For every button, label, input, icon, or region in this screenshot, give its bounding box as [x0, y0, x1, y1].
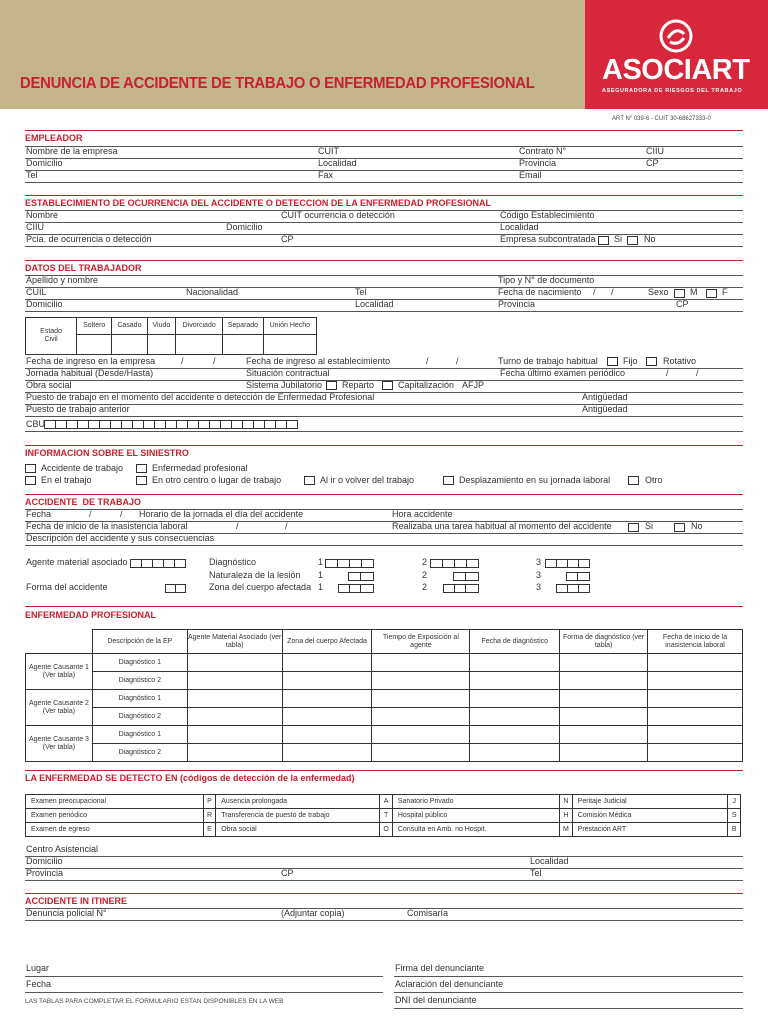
estado-option: Soltero [77, 318, 112, 335]
turno-fijo-checkbox[interactable] [607, 357, 618, 366]
section-rule [25, 195, 743, 196]
field-label: CIIU [26, 222, 44, 232]
field-label: Localidad [530, 856, 569, 866]
date-separator: / [611, 287, 614, 297]
option-label: Otro [645, 475, 663, 485]
field-label: Centro Asistencial [26, 844, 99, 854]
option-label: Capitalización [398, 380, 455, 390]
field-label: Domicilio [226, 222, 263, 232]
naturaleza-2-boxes[interactable] [453, 572, 479, 581]
section-rule [25, 260, 743, 261]
date-separator: / [456, 356, 459, 366]
field-label: Naturaleza de la lesión [209, 570, 301, 580]
field-label: Domicilio [26, 299, 63, 309]
diag-row: Diagnóstico 2 [92, 744, 187, 762]
brand-name: ASOCIART [602, 54, 750, 86]
estado-civil-label: Estado Civil [26, 318, 77, 355]
field-label: Fecha último examen periódico [500, 368, 626, 378]
zona-3-boxes[interactable] [556, 584, 590, 593]
section-rule [25, 494, 743, 495]
date-separator: / [120, 509, 123, 519]
diag-row: Diagnóstico 2 [92, 672, 187, 690]
date-separator: / [181, 356, 184, 366]
agente-causante: Agente Causante 1 (Ver tabla) [26, 654, 93, 690]
field-label: Domicilio [26, 158, 63, 168]
field-label: Nombre de la empresa [26, 146, 118, 156]
col-header: Forma de diagnóstico (ver tabla) [560, 630, 648, 654]
cbu-label: CBU [26, 419, 46, 429]
date-separator: / [213, 356, 216, 366]
option-label: Al ir o volver del trabajo [320, 475, 415, 485]
diag-row: Diagnóstico 1 [92, 654, 187, 672]
estado-option: Unión Hecho [263, 318, 316, 335]
field-label: Comisaría [407, 908, 449, 918]
field-label: Zona del cuerpo afectada [209, 582, 312, 592]
row-number: 1 [318, 557, 324, 567]
field-label: Código Establecimiento [500, 210, 595, 220]
field-label: Horario de la jornada el día del accidente [139, 509, 304, 519]
field-label: Antigüedad [582, 404, 628, 414]
estado-cell[interactable] [112, 335, 147, 355]
otro-checkbox[interactable] [628, 476, 639, 485]
field-label: Provincia [26, 868, 64, 878]
footer-note: LAS TABLAS PARA COMPLETAR EL FORMULARIO ESTAN DISPONIBLES EN LA WEB [25, 998, 284, 1005]
diagnostico-2-boxes[interactable] [430, 559, 479, 568]
lugar-label: Lugar [26, 963, 50, 973]
section-title-trabajador: DATOS DEL TRABAJADOR [25, 263, 142, 273]
cbu-input-boxes[interactable] [44, 420, 298, 429]
estado-cell[interactable] [263, 335, 316, 355]
brand-tagline: ASEGURADORA DE RIESGOS DEL TRABAJO [602, 88, 743, 94]
agente-causante: Agente Causante 2 (Ver tabla) [26, 690, 93, 726]
option-label: En el trabajo [41, 475, 92, 485]
col-header: Zona del cuerpo Afectada [282, 630, 372, 654]
estado-cell[interactable] [223, 335, 264, 355]
agente-causante: Agente Causante 3 (Ver tabla) [26, 726, 93, 762]
date-separator: / [696, 368, 699, 378]
capitalizacion-checkbox[interactable] [382, 381, 393, 390]
field-label: Antigüedad [582, 392, 628, 402]
option-label: No [644, 234, 656, 244]
field-label: Provincia [498, 299, 536, 309]
field-label: Diagnóstico [209, 557, 257, 567]
field-label: CP [281, 234, 294, 244]
date-separator: / [426, 356, 429, 366]
section-rule [25, 606, 743, 607]
aclaracion-label: Aclaración del denunciante [395, 979, 504, 989]
section-title-accidente: ACCIDENTE DE TRABAJO [25, 497, 142, 507]
option-label: Si [614, 234, 623, 244]
option-label: M [690, 287, 698, 297]
field-label: Fax [318, 170, 334, 180]
field-label: Sexo [648, 287, 669, 297]
enfermedad-table [25, 629, 743, 762]
field-label: Denuncia policial N° [26, 908, 107, 918]
naturaleza-3-boxes[interactable] [566, 572, 590, 581]
sexo-f-checkbox[interactable] [706, 289, 717, 298]
estado-option: Separado [223, 318, 264, 335]
zona-1-boxes[interactable] [338, 584, 374, 593]
field-label: Fecha de inicio de la inasistencia laboral [26, 521, 188, 531]
date-separator: / [666, 368, 669, 378]
dni-label: DNI del denunciante [395, 995, 477, 1005]
estado-cell[interactable] [147, 335, 176, 355]
field-label: Domicilio [26, 856, 63, 866]
naturaleza-1-boxes[interactable] [348, 572, 374, 581]
date-separator: / [285, 521, 288, 531]
row-number: 1 [318, 570, 324, 580]
option-label: Reparto [342, 380, 375, 390]
row-number: 2 [422, 557, 428, 567]
field-label: Email [519, 170, 542, 180]
col-header: Fecha de inicio de la inasistencia laboral [648, 630, 743, 654]
asociart-logo-icon [658, 18, 694, 54]
section-title-empleador: EMPLEADOR [25, 133, 83, 143]
diag-row: Diagnóstico 1 [92, 726, 187, 744]
field-label: Realizaba una tarea habitual al momento del accidente [392, 521, 612, 531]
field-label: AFJP [462, 380, 485, 390]
field-label: Localidad [318, 158, 357, 168]
row-number: 2 [422, 570, 428, 580]
option-label: Accidente de trabajo [41, 463, 124, 473]
row-number: 1 [318, 582, 324, 592]
zona-2-boxes[interactable] [443, 584, 479, 593]
field-label: CIIU [646, 146, 664, 156]
field-label: Pcia. de ocurrencia o detección [26, 234, 152, 244]
row-number: 2 [422, 582, 428, 592]
option-label: En otro centro o lugar de trabajo [152, 475, 282, 485]
section-rule [25, 445, 743, 446]
date-separator: / [89, 509, 92, 519]
field-label: Agente material asociado [26, 557, 128, 567]
field-label: Puesto de trabajo anterior [26, 404, 130, 414]
field-label: Situación contractual [246, 368, 330, 378]
field-label: Obra social [26, 380, 72, 390]
enfermedad-profesional-checkbox[interactable] [136, 464, 147, 473]
field-label: Descripción del accidente y sus consecuencias [26, 533, 215, 543]
col-header: Tiempo de Exposición al agente [372, 630, 470, 654]
field-label: Provincia [519, 158, 557, 168]
option-label: No [691, 521, 703, 531]
col-header: Descripción de la EP [92, 630, 187, 654]
field-label: Contrato N° [519, 146, 567, 156]
estado-option: Divorciado [176, 318, 223, 335]
field-label: Tel [26, 170, 38, 180]
tarea-habitual-si-checkbox[interactable] [628, 523, 639, 532]
field-label: Localidad [355, 299, 394, 309]
field-label: Turno de trabajo habitual [498, 356, 598, 366]
field-label: Fecha de ingreso al establecimiento [246, 356, 391, 366]
tarea-habitual-no-checkbox[interactable] [674, 523, 685, 532]
turno-rotativo-checkbox[interactable] [646, 357, 657, 366]
field-label: CUIT [318, 146, 339, 156]
field-label: CUIT ocurrencia o detección [281, 210, 395, 220]
field-label: Forma del accidente [26, 582, 108, 592]
desplazamiento-checkbox[interactable] [443, 476, 454, 485]
firma-label: Firma del denunciante [395, 963, 485, 973]
field-label: Nacionalidad [186, 287, 239, 297]
section-rule [25, 770, 743, 771]
field-label: Tipo y N° de documento [498, 275, 595, 285]
subcontratada-si-checkbox[interactable] [598, 236, 609, 245]
estado-cell[interactable] [176, 335, 223, 355]
field-label: Tel [355, 287, 367, 297]
field-label: CUIL [26, 287, 47, 297]
estado-cell[interactable] [77, 335, 112, 355]
estado-option: Casado [112, 318, 147, 335]
date-separator: / [593, 287, 596, 297]
fecha-label: Fecha [26, 979, 52, 989]
en-el-trabajo-checkbox[interactable] [25, 476, 36, 485]
section-title-establecimiento: ESTABLECIMIENTO DE OCURRENCIA DEL ACCIDENTE O DETECCION DE LA ENFERMEDAD PROFESIONAL [25, 198, 492, 208]
field-label: (Adjuntar copia) [281, 908, 345, 918]
field-label: Puesto de trabajo en el momento del accidente o detección de Enfermedad Profesional [26, 392, 375, 402]
agente-material-boxes[interactable] [130, 559, 186, 568]
art-reference: ART N° 039-6 - CUIT 30-68627333-0 [612, 116, 711, 122]
subcontratada-no-checkbox[interactable] [627, 236, 638, 245]
estado-civil-table [25, 317, 317, 355]
field-label: Localidad [500, 222, 539, 232]
option-label: Desplazamiento en su jornada laboral [459, 475, 611, 485]
ir-volver-checkbox[interactable] [304, 476, 315, 485]
field-label: CP [646, 158, 659, 168]
section-title-siniestro: INFORMACION SOBRE EL SINIESTRO [25, 448, 189, 458]
field-label: Empresa subcontratada [500, 234, 596, 244]
reparto-checkbox[interactable] [326, 381, 337, 390]
diagnostico-1-boxes[interactable] [325, 559, 374, 568]
field-label: Sistema Jubilatorio [246, 380, 323, 390]
option-label: Si [645, 521, 654, 531]
option-label: Enfermedad profesional [152, 463, 248, 473]
page-title: DENUNCIA DE ACCIDENTE DE TRABAJO O ENFERMEDAD PROFESIONAL [20, 75, 535, 92]
field-label: Fecha de nacimiento [498, 287, 582, 297]
section-rule [25, 893, 743, 894]
section-title-itinere: ACCIDENTE IN ITINERE [25, 896, 128, 906]
deteccion-codes-table: Examen preocupacional P Ausencia prolongada A Sanatorio Privado N Peritaje Judicial J Examen periódico R Transferencia de puesto de trabajo T Hospital público H Comisión Médica S Examen de egreso E Obra social O Consulta en Amb. no Hospit. M Prestación ART B [25, 794, 741, 837]
date-separator: / [236, 521, 239, 531]
field-label: Fecha de ingreso en la empresa [26, 356, 156, 366]
option-label: F [722, 287, 728, 297]
col-header: Fecha de diagnóstico [470, 630, 560, 654]
estado-option: Viudo [147, 318, 176, 335]
forma-accidente-boxes[interactable] [165, 584, 186, 593]
sexo-m-checkbox[interactable] [674, 289, 685, 298]
diag-row: Diagnóstico 1 [92, 690, 187, 708]
section-title-enfermedad: ENFERMEDAD PROFESIONAL [25, 610, 157, 620]
field-label: Jornada habitual (Desde/Hasta) [26, 368, 154, 378]
row-number: 3 [536, 582, 542, 592]
field-label: Fecha [26, 509, 52, 519]
option-label: Fijo [623, 356, 638, 366]
field-label: Hora accidente [392, 509, 453, 519]
row-number: 3 [536, 557, 542, 567]
field-label: Apellido y nombre [26, 275, 99, 285]
field-label: CP [676, 299, 689, 309]
section-rule [25, 130, 743, 131]
field-label: Nombre [26, 210, 59, 220]
diag-row: Diagnóstico 2 [92, 708, 187, 726]
field-label: CP [281, 868, 294, 878]
row-number: 3 [536, 570, 542, 580]
diagnostico-3-boxes[interactable] [545, 559, 590, 568]
section-title-deteccion: LA ENFERMEDAD SE DETECTO EN (códigos de detección de la enfermedad) [25, 773, 355, 783]
option-label: Rotativo [663, 356, 697, 366]
accidente-trabajo-checkbox[interactable] [25, 464, 36, 473]
otro-centro-checkbox[interactable] [136, 476, 147, 485]
col-header: Agente Material Asociado (ver tabla) [187, 630, 282, 654]
field-label: Tel [530, 868, 542, 878]
